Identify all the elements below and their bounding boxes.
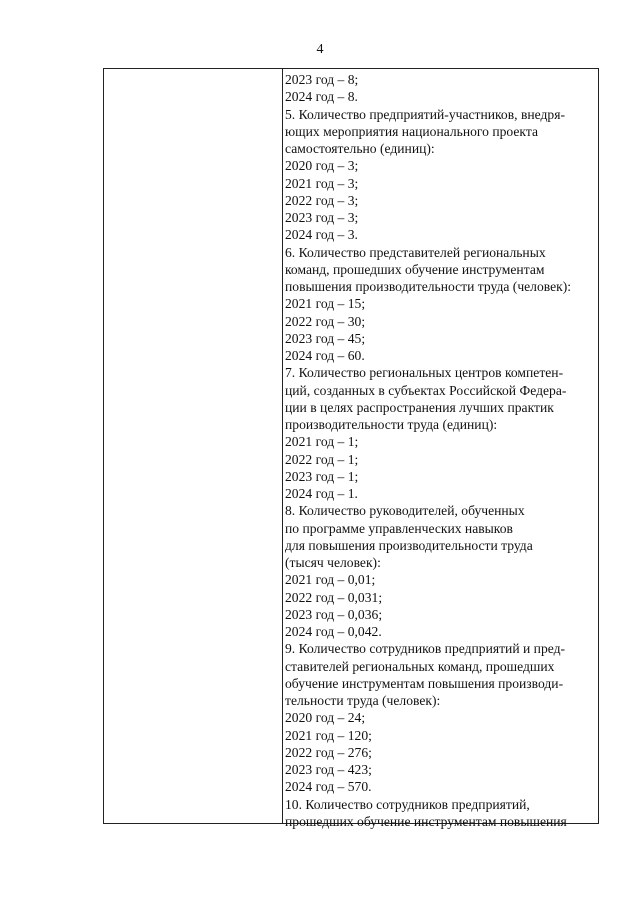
text-line: 2022 год – 3; — [285, 192, 359, 208]
text-line: ций, созданных в субъектах Российской Федера- — [285, 382, 567, 398]
text-line: 5. Количество предприятий-участников, внедря- — [285, 106, 565, 122]
text-line: самостоятельно (единиц): — [285, 141, 435, 156]
text-line: для повышения производительности труда — [285, 537, 533, 553]
text-line: 2023 год – 423; — [285, 762, 372, 777]
text-line: 2023 год – 1; — [285, 468, 359, 484]
text-line: прошедших обучение инструментам повышения — [285, 813, 567, 829]
text-line: 2021 год – 15; — [285, 296, 366, 312]
text-line: 2022 год – 30; — [285, 313, 366, 329]
text-line: 9. Количество сотрудников предприятий и пред- — [285, 641, 566, 657]
text-line: (тысяч человек): — [285, 555, 381, 570]
text-line: 10. Количество сотрудников предприятий, — [285, 796, 530, 812]
text-line: 2022 год – 276; — [285, 744, 372, 760]
text-line: 2022 год – 1; — [285, 451, 359, 467]
text-line: ющих мероприятия национального проекта — [285, 123, 538, 139]
text-line: 2022 год – 0,031; — [285, 589, 383, 605]
column-divider — [282, 69, 283, 823]
text-line: 2024 год – 570. — [285, 779, 372, 795]
text-line: 2021 год – 1; — [285, 434, 359, 450]
text-line: 2024 год – 8. — [285, 89, 358, 105]
text-line: 8. Количество руководителей, обученных — [285, 503, 525, 519]
table-right-cell — [285, 71, 597, 830]
text-line: производительности труда (единиц): — [285, 417, 498, 432]
text-line: 2024 год – 60. — [285, 348, 365, 363]
text-line: 7. Количество региональных центров компетен- — [285, 365, 564, 381]
text-line: 2021 год – 3; — [285, 175, 359, 191]
text-line: тельности труда (человек): — [285, 693, 441, 708]
text-line: 2023 год – 3; — [285, 210, 359, 225]
text-line: по программе управленческих навыков — [285, 520, 513, 536]
page-number: 4 — [316, 42, 324, 57]
text-line: 2020 год – 24; — [285, 710, 366, 726]
text-line: 2023 год – 8; — [285, 72, 359, 87]
text-line: команд, прошедших обучение инструментам — [285, 261, 545, 277]
text-line: 2023 год – 45; — [285, 330, 366, 346]
text-line: 2024 год – 0,042. — [285, 624, 382, 639]
table-left-cell — [104, 69, 282, 823]
text-line: 2021 год – 0,01; — [285, 572, 376, 588]
text-line: 2020 год – 3; — [285, 158, 359, 174]
text-line: повышения производительности труда (человек): — [285, 279, 572, 294]
text-line: 2024 год – 3. — [285, 227, 358, 243]
document-table — [103, 68, 599, 829]
text-line: ставителей региональных команд, прошедших — [285, 658, 555, 674]
text-line: 6. Количество представителей региональных — [285, 244, 546, 260]
text-line: обучение инструментам повышения производи- — [285, 675, 564, 691]
text-line: 2023 год – 0,036; — [285, 606, 383, 622]
text-line: 2024 год – 1. — [285, 486, 358, 501]
text-line: 2021 год – 120; — [285, 727, 372, 743]
text-line: ции в целях распространения лучших практик — [285, 399, 554, 415]
